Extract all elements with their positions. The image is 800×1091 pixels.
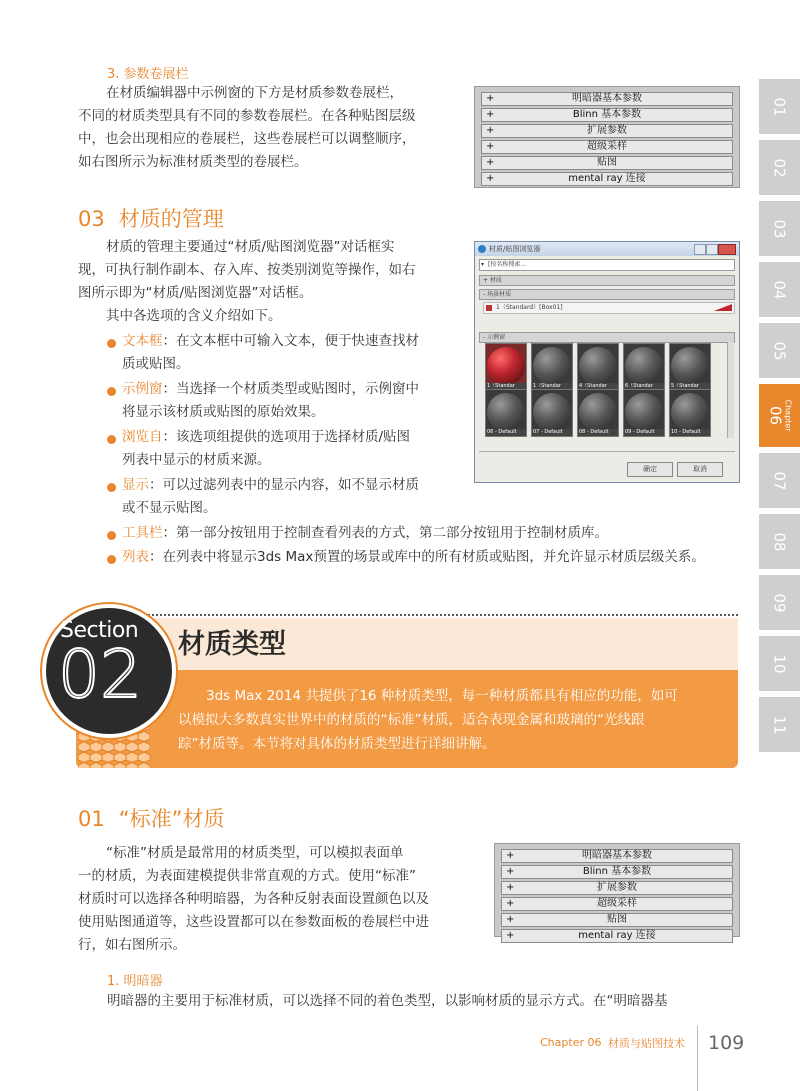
sample-slot[interactable]: 06 - Default — [485, 389, 527, 437]
section-heading-01 — [78, 803, 225, 833]
chapter-tab-11[interactable]: 11 — [759, 696, 800, 752]
intro-line: 以模拟大多数真实世界中的材质的“标准”材质，适合表现金属和玻璃的“光线跟 — [178, 712, 645, 728]
rollout-row: + Blinn 基本参数 — [481, 108, 733, 122]
bullet-term: 工具栏 — [122, 525, 163, 541]
bullet-dot — [107, 435, 116, 444]
section-title: “标准”材质 — [118, 807, 225, 831]
plus-icon: + — [506, 882, 515, 893]
footer-chapter: Chapter 06 — [540, 1036, 602, 1049]
bullet-text: ：第一部分按钮用于控制查看列表的方式，第二部分按钮用于控制材质库。 — [162, 525, 608, 541]
close-icon[interactable] — [718, 244, 736, 255]
scene-item-label: 1（Standard）[Box01] — [496, 304, 563, 311]
bullet-dot — [107, 531, 116, 540]
material-browser-dialog — [474, 241, 740, 483]
sample-slot[interactable]: 1（Standar — [485, 343, 527, 391]
intro-line: 3ds Max 2014 共提供了16 种材质类型，每一种材质都具有相应的功能，如可 — [206, 688, 678, 704]
section-word: Section — [60, 618, 139, 643]
group-scene-materials[interactable]: - 场景材质 — [479, 289, 735, 300]
para-line: 不同的材质类型具有不同的参数卷展栏。在各种贴图层级 — [78, 108, 416, 124]
material-swatch — [714, 304, 732, 311]
dialog-titlebar — [475, 242, 739, 256]
bullet-text: ：该选项组提供的选项用于选择材质/贴图 — [162, 429, 411, 445]
rollout-panel-image — [494, 843, 740, 941]
bullet-term: 示例窗 — [122, 381, 163, 397]
plus-icon: + — [486, 141, 495, 152]
intro-line: 踪”材质等。本节将对具体的材质类型进行详细讲解。 — [178, 736, 496, 752]
bullet-term: 浏览自 — [122, 429, 163, 445]
chapter-tab-01[interactable]: 01 — [759, 78, 800, 134]
material-icon — [486, 305, 492, 311]
para-line: 在材质编辑器中示例窗的下方是材质参数卷展栏， — [106, 85, 403, 101]
bullet-text: ：在列表中将显示3ds Max预置的场景或库中的所有材质或贴图，并允许显示材质层级关系。 — [149, 549, 705, 565]
chapter-tab-06-active[interactable] — [759, 383, 800, 447]
section-title: 材质的管理 — [118, 207, 224, 231]
standard-material-paragraph — [78, 842, 478, 957]
search-placeholder: [按名称搜索... — [488, 261, 527, 268]
chevron-down-icon: ▾ — [481, 261, 485, 268]
bullet-item — [122, 378, 462, 424]
chapter-label: Chapter — [782, 399, 792, 432]
section-number: 03 — [78, 207, 105, 231]
section-title: 材质类型 — [178, 629, 286, 660]
rollout-row: + mental ray 连接 — [481, 172, 733, 186]
bullet-dot — [107, 555, 116, 564]
app-icon — [478, 245, 486, 253]
bullet-item — [122, 546, 752, 569]
banner-dotted-rule — [135, 614, 738, 616]
para-line: 现，可执行制作副本、存入库、按类别浏览等操作，如右 — [78, 262, 416, 278]
subheading-rollout: 3. 参数卷展栏 — [107, 67, 189, 82]
para-line: 其中各选项的含义介绍如下。 — [106, 308, 282, 324]
plus-icon: + — [506, 930, 515, 941]
bullet-term: 文本框 — [122, 333, 163, 349]
bullet-text: 列表中显示的材质来源。 — [122, 452, 271, 468]
intro-paragraph — [78, 82, 458, 174]
group-materials[interactable]: + 材质 — [479, 275, 735, 286]
search-input[interactable] — [479, 259, 735, 271]
chapter-tab-02[interactable]: 02 — [759, 139, 800, 195]
rollout-row: + Blinn 基本参数 — [501, 865, 733, 879]
bullet-dot — [107, 483, 116, 492]
sample-slot[interactable]: 1（Standar — [531, 343, 573, 391]
bullet-text: ：在文本框中可输入文本，便于快速查找材 — [162, 333, 419, 349]
rollout-row: + 贴图 — [481, 156, 733, 170]
page-number: 109 — [708, 1032, 745, 1054]
rollout-row: + 扩展参数 — [501, 881, 733, 895]
para-line: 中，也会出现相应的卷展栏，这些卷展栏可以调整顺序， — [78, 131, 416, 147]
plus-icon: + — [506, 866, 515, 877]
bullet-term: 列表 — [122, 549, 149, 565]
chapter-tab-04[interactable]: 04 — [759, 261, 800, 317]
para-line: “标准”材质是最常用的材质类型，可以模拟表面单 — [106, 845, 404, 861]
subheading-shader: 1. 明暗器 — [107, 974, 163, 989]
footer-title: 材质与贴图技术 — [608, 1037, 685, 1050]
rollout-row: + 明暗器基本参数 — [501, 849, 733, 863]
plus-icon: + — [486, 109, 495, 120]
plus-icon: + — [486, 93, 495, 104]
ok-button[interactable]: 确定 — [627, 462, 673, 477]
chapter-tab-08[interactable]: 08 — [759, 513, 800, 569]
rollout-row: + 超级采样 — [501, 897, 733, 911]
footer-divider — [697, 1026, 698, 1091]
bullet-item — [122, 474, 462, 520]
bullet-item — [122, 330, 462, 376]
bullet-item — [122, 426, 462, 472]
plus-icon: + — [486, 173, 495, 184]
para-line: 材质时可以选择各种明暗器，为各种反射表面设置颜色以及 — [78, 891, 429, 907]
chapter-tab-07[interactable]: 07 — [759, 452, 800, 508]
bullet-text: ：当选择一个材质类型或贴图时，示例窗中 — [162, 381, 419, 397]
section-number: 01 — [78, 807, 105, 831]
plus-icon: + — [486, 157, 495, 168]
scene-material-item[interactable] — [483, 302, 735, 314]
bullet-item — [122, 522, 752, 545]
rollout-row: + 超级采样 — [481, 140, 733, 154]
rollout-row: + 贴图 — [501, 913, 733, 927]
bullet-text: 将显示该材质或贴图的原始效果。 — [122, 404, 325, 420]
dialog-title: 材质/贴图浏览器 — [489, 245, 541, 253]
rollout-row: + mental ray 连接 — [501, 929, 733, 943]
last-paragraph-line: 明暗器的主要用于标准材质，可以选择不同的着色类型，以影响材质的显示方式。在“明暗器基 — [107, 993, 668, 1009]
banner-intro-text — [178, 684, 726, 756]
section-heading-03 — [78, 203, 224, 233]
para-line: 行，如右图所示。 — [78, 937, 186, 953]
sample-slot[interactable]: 10 - Default — [669, 389, 711, 437]
para-line: 如右图所示为标准材质类型的卷展栏。 — [78, 154, 308, 170]
para-line: 材质的管理主要通过“材质/贴图浏览器”对话框实 — [106, 239, 395, 255]
bullet-dot — [107, 387, 116, 396]
divider — [479, 451, 735, 452]
chapter-tab-03[interactable]: 03 — [759, 200, 800, 256]
bullet-text: 质或贴图。 — [122, 356, 190, 372]
para-line: 一的材质，为表面建模提供非常直观的方式。使用“标准” — [78, 868, 416, 884]
plus-icon: + — [506, 914, 515, 925]
plus-icon: + — [506, 898, 515, 909]
sample-slot[interactable]: 08 - Default — [577, 389, 619, 437]
plus-icon: + — [506, 850, 515, 861]
chapter-tab-05[interactable]: 05 — [759, 322, 800, 378]
plus-icon: + — [486, 125, 495, 136]
minimize-icon[interactable] — [694, 244, 706, 255]
sample-slot[interactable]: 4（Standar — [577, 343, 619, 391]
chapter-number: 06 — [765, 405, 784, 426]
scrollbar[interactable] — [727, 342, 734, 438]
bullet-dot — [107, 339, 116, 348]
sample-slot[interactable]: 5（Standar — [669, 343, 711, 391]
para-line: 图所示即为“材质/贴图浏览器”对话框。 — [78, 285, 313, 301]
rollout-panel-image — [474, 86, 740, 188]
chapter-tab-10[interactable]: 10 — [759, 635, 800, 691]
bullet-text: 或不显示贴图。 — [122, 500, 217, 516]
sample-slot[interactable]: 09 - Default — [623, 389, 665, 437]
maximize-icon[interactable] — [706, 244, 718, 255]
chapter-tab-09[interactable]: 09 — [759, 574, 800, 630]
section-number: 02 — [58, 636, 142, 713]
rollout-row: + 明暗器基本参数 — [481, 92, 733, 106]
sample-slot[interactable]: 07 - Default — [531, 389, 573, 437]
rollout-row: + 扩展参数 — [481, 124, 733, 138]
bullet-text: ：可以过滤列表中的显示内容，如不显示材质 — [149, 477, 419, 493]
management-paragraph — [78, 236, 458, 328]
cancel-button[interactable]: 取消 — [677, 462, 723, 477]
bullet-term: 显示 — [122, 477, 149, 493]
para-line: 使用贴图通道等，这些设置都可以在参数面板的卷展栏中进 — [78, 914, 429, 930]
sample-slot[interactable]: 6（Standar — [623, 343, 665, 391]
group-sample-slots[interactable]: - 示例窗 — [479, 332, 735, 343]
